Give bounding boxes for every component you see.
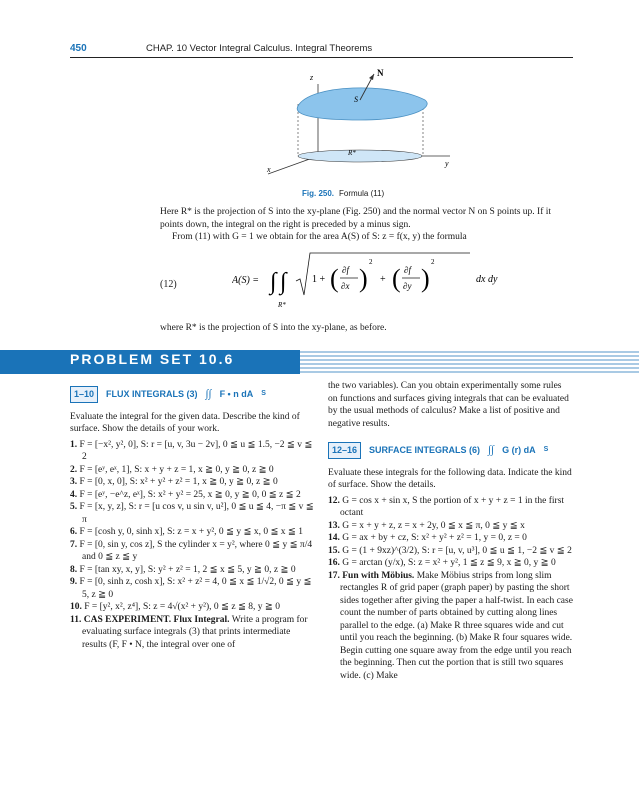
problem-item [70,526,314,539]
label-z: z [310,73,314,82]
problem-text: G = arctan (y/x), S: z = x² + y², 1 ≦ z ≦ 9, x ≧ 0, y ≧ 0 [342,558,556,568]
problem-17 [328,570,573,683]
paragraph-1-text: Here R* is the projection of S into the xy-plane (Fig. 250) and the normal vector N on S points up. If it points down, the integral on the right is preceded by a minus sign. [160,207,552,230]
problem-text: F = [eʸ, −e^z, eˣ], S: x² + y² = 25, x ≧ 0, y ≧ 0, 0 ≦ z ≦ 2 [79,489,301,500]
eq-dxdy: dx dy [476,274,498,285]
eq-df-2: ∂f [404,265,411,275]
problem-text: G = cos x + sin x, S the portion of x + y + z = 1 in the first octant [340,495,565,518]
section-2-range: 12–16 [328,442,361,459]
left-column [70,386,314,651]
problem-number: 12. [328,495,340,506]
eq-paren-l2: ( [392,264,401,293]
problem-17-title: Fun with Möbius. [342,570,415,581]
label-x: x [267,165,271,174]
problem-item [70,476,314,489]
eq-paren-r1: ) [359,264,368,293]
problem-text: F = [0, sinh z, cosh x], S: x² + z² = 4, 0 ≦ x ≦ 1/√2, 0 ≦ y ≦ 5, z ≧ 0 [79,577,312,600]
problem-text: F = [0, sin y, cos z], S the cylinder x = y², where 0 ≦ y ≦ π/4 and 0 ≦ z ≦ y [79,539,313,562]
section-2-heading [328,442,573,459]
problem-text: F = [−x², y², 0], S: r = [u, v, 3u − 2v], 0 ≦ u ≦ 1.5, −2 ≦ v ≦ 2 [79,439,313,462]
right-column [328,380,573,682]
eq-sq-1: 2 [369,258,373,266]
problem-item [70,539,314,564]
problem-number: 3. [70,477,78,487]
eq-dy: ∂y [403,281,412,291]
section-2-integral: ∫∫ [488,444,495,456]
problem-number: 16. [328,558,340,568]
problem-11 [70,614,314,652]
problem-number: 8. [70,564,78,575]
problem-text: G = ax + by + cz, S: x² + y² + z² = 1, y = 0, z = 0 [342,533,527,543]
problem-number: 13. [328,520,340,531]
paragraph-3: where R* is the projection of S into the xy-plane, as before. [160,323,387,333]
running-head: CHAP. 10 Vector Integral Calculus. Integral Theorems [146,43,373,54]
problem-11-number: 11. [70,614,82,625]
eq-one-plus: 1 + [312,274,326,285]
section-2-integrand: G (r) dA [502,445,536,455]
normal-arrowhead [369,74,374,80]
problem-number: 10. [70,602,82,612]
problem-text: F = [cosh y, 0, sinh x], S: z = x + y², 0 ≦ y ≦ x, 0 ≦ x ≦ 1 [79,527,304,537]
figure-caption-text: Formula (11) [339,189,385,198]
paragraph-1 [160,206,573,244]
problem-number: 4. [70,489,78,500]
problem-set-title: PROBLEM SET 10.6 [70,351,235,367]
problem-number: 6. [70,527,78,537]
problem-number: 1. [70,439,78,450]
section-1-problems [70,439,314,614]
problem-text: F = [0, x, 0], S: x² + y² + z² = 1, x ≧ 0, y ≧ 0, z ≧ 0 [79,477,278,487]
problem-number: 7. [70,539,78,550]
problem-item [70,501,314,526]
eq-dx: ∂x [341,281,350,291]
eq-paren-r2: ) [421,264,430,293]
figure-caption [302,189,384,198]
label-n: N [377,68,384,78]
problem-number: 5. [70,502,78,512]
problem-17-text: Make Möbius strips from long slim rectangles R of grid paper (graph paper) by pasting the short sides together after giving the paper a half-twist. In each case count the number of parts obtained by cutting along lines parallel to the edge. (a) Make R three squares wide and cut until you reach the beginning. (b) Make R four squares wide. Begin cutting one square away from the edge until you reach the beginning. Then cut the portion that is still two squares wide. (c) Make [340,570,573,681]
section-2-title: SURFACE INTEGRALS (6) [369,445,481,455]
problem-text: F = [y², x², z⁴], S: z = 4√(x² + y²), 0 ≦ z ≦ 8, y ≧ 0 [84,602,281,612]
problem-11-title: CAS EXPERIMENT. Flux Integral. [83,614,230,625]
eq-plus: + [380,274,386,285]
problem-number: 15. [328,545,340,556]
problem-17-number: 17. [328,570,340,581]
problem-item [70,464,314,477]
problem-text: F = [tan xy, x, y], S: y² + z² = 1, 2 ≦ x ≦ 5, y ≧ 0, z ≧ 0 [79,564,296,575]
problem-text: G = (1 + 9xz)^(3/2), S: r = [u, v, u³], 0 ≦ u ≦ 1, −2 ≦ v ≦ 2 [342,545,572,556]
eq-sq-2: 2 [431,258,435,266]
eq-region: R* [278,301,286,309]
eq-lhs: A(S) = [232,275,260,286]
label-y: y [445,159,449,168]
section-1-heading [70,386,314,403]
figure-caption-label: Fig. 250. [302,189,335,198]
problem-number: 2. [70,464,78,475]
section-2-problems [328,495,573,570]
problem-11-text: Write a program for evaluating surface integrals (3) that prints intermediate results (F, F • N, the integral over one of [82,614,308,650]
problem-item [328,520,573,533]
eq-integral-2: ∫ [280,269,287,295]
page-number: 450 [70,43,87,54]
problem-item [328,495,573,520]
problem-item [70,564,314,577]
equation-number: (12) [160,279,177,290]
eq-df-1: ∂f [342,265,349,275]
problem-number: 14. [328,533,340,543]
problem-number: 9. [70,577,78,587]
problem-11-continued: the two variables). Can you obtain experimentally some rules on functions and surfaces giving integrals that can be evaluated by the usual methods of calculus? Make a list of positive and negative results. [328,381,569,429]
header-rule [70,57,573,58]
section-2-sub: S [543,446,549,453]
section-1-integral: ∫∫ [205,388,212,400]
area-formula [232,245,532,315]
section-1-integrand: F • n dA [219,389,254,399]
paragraph-2-text: From (11) with G = 1 we obtain for the area A(S) of S: z = f(x, y) the formula [172,232,467,242]
section-1-title: FLUX INTEGRALS (3) [106,389,198,399]
problem-item [70,576,314,601]
label-s: S [354,95,358,104]
eq-paren-l1: ( [330,264,339,293]
section-2-intro: Evaluate these integrals for the following data. Indicate the kind of surface. Show the details. [328,467,572,490]
eq-integral-1: ∫ [270,269,277,295]
problem-item [70,439,314,464]
section-1-intro: Evaluate the integral for the given data. Describe the kind of surface. Show the details of your work. [70,411,300,434]
section-1-sub: S [261,390,266,397]
section-1-range: 1–10 [70,386,98,403]
problem-text: F = [x, y, z], S: r = [u cos v, u sin v, u²], 0 ≦ u ≦ 4, −π ≦ v ≦ π [79,502,314,525]
problem-item [328,545,573,558]
problem-text: F = [eʸ, eˣ, 1], S: x + y + z = 1, x ≧ 0, y ≧ 0, z ≧ 0 [79,464,274,475]
problem-item [70,489,314,502]
label-r: R* [348,149,356,157]
surface-figure [240,64,460,189]
problem-item [328,532,573,545]
surface-s [297,88,427,120]
problem-item [328,557,573,570]
problem-item [70,601,314,614]
projection-region [298,150,422,162]
problem-text: G = x + y + z, z = x + 2y, 0 ≦ x ≦ π, 0 ≦ y ≦ x [342,520,525,531]
